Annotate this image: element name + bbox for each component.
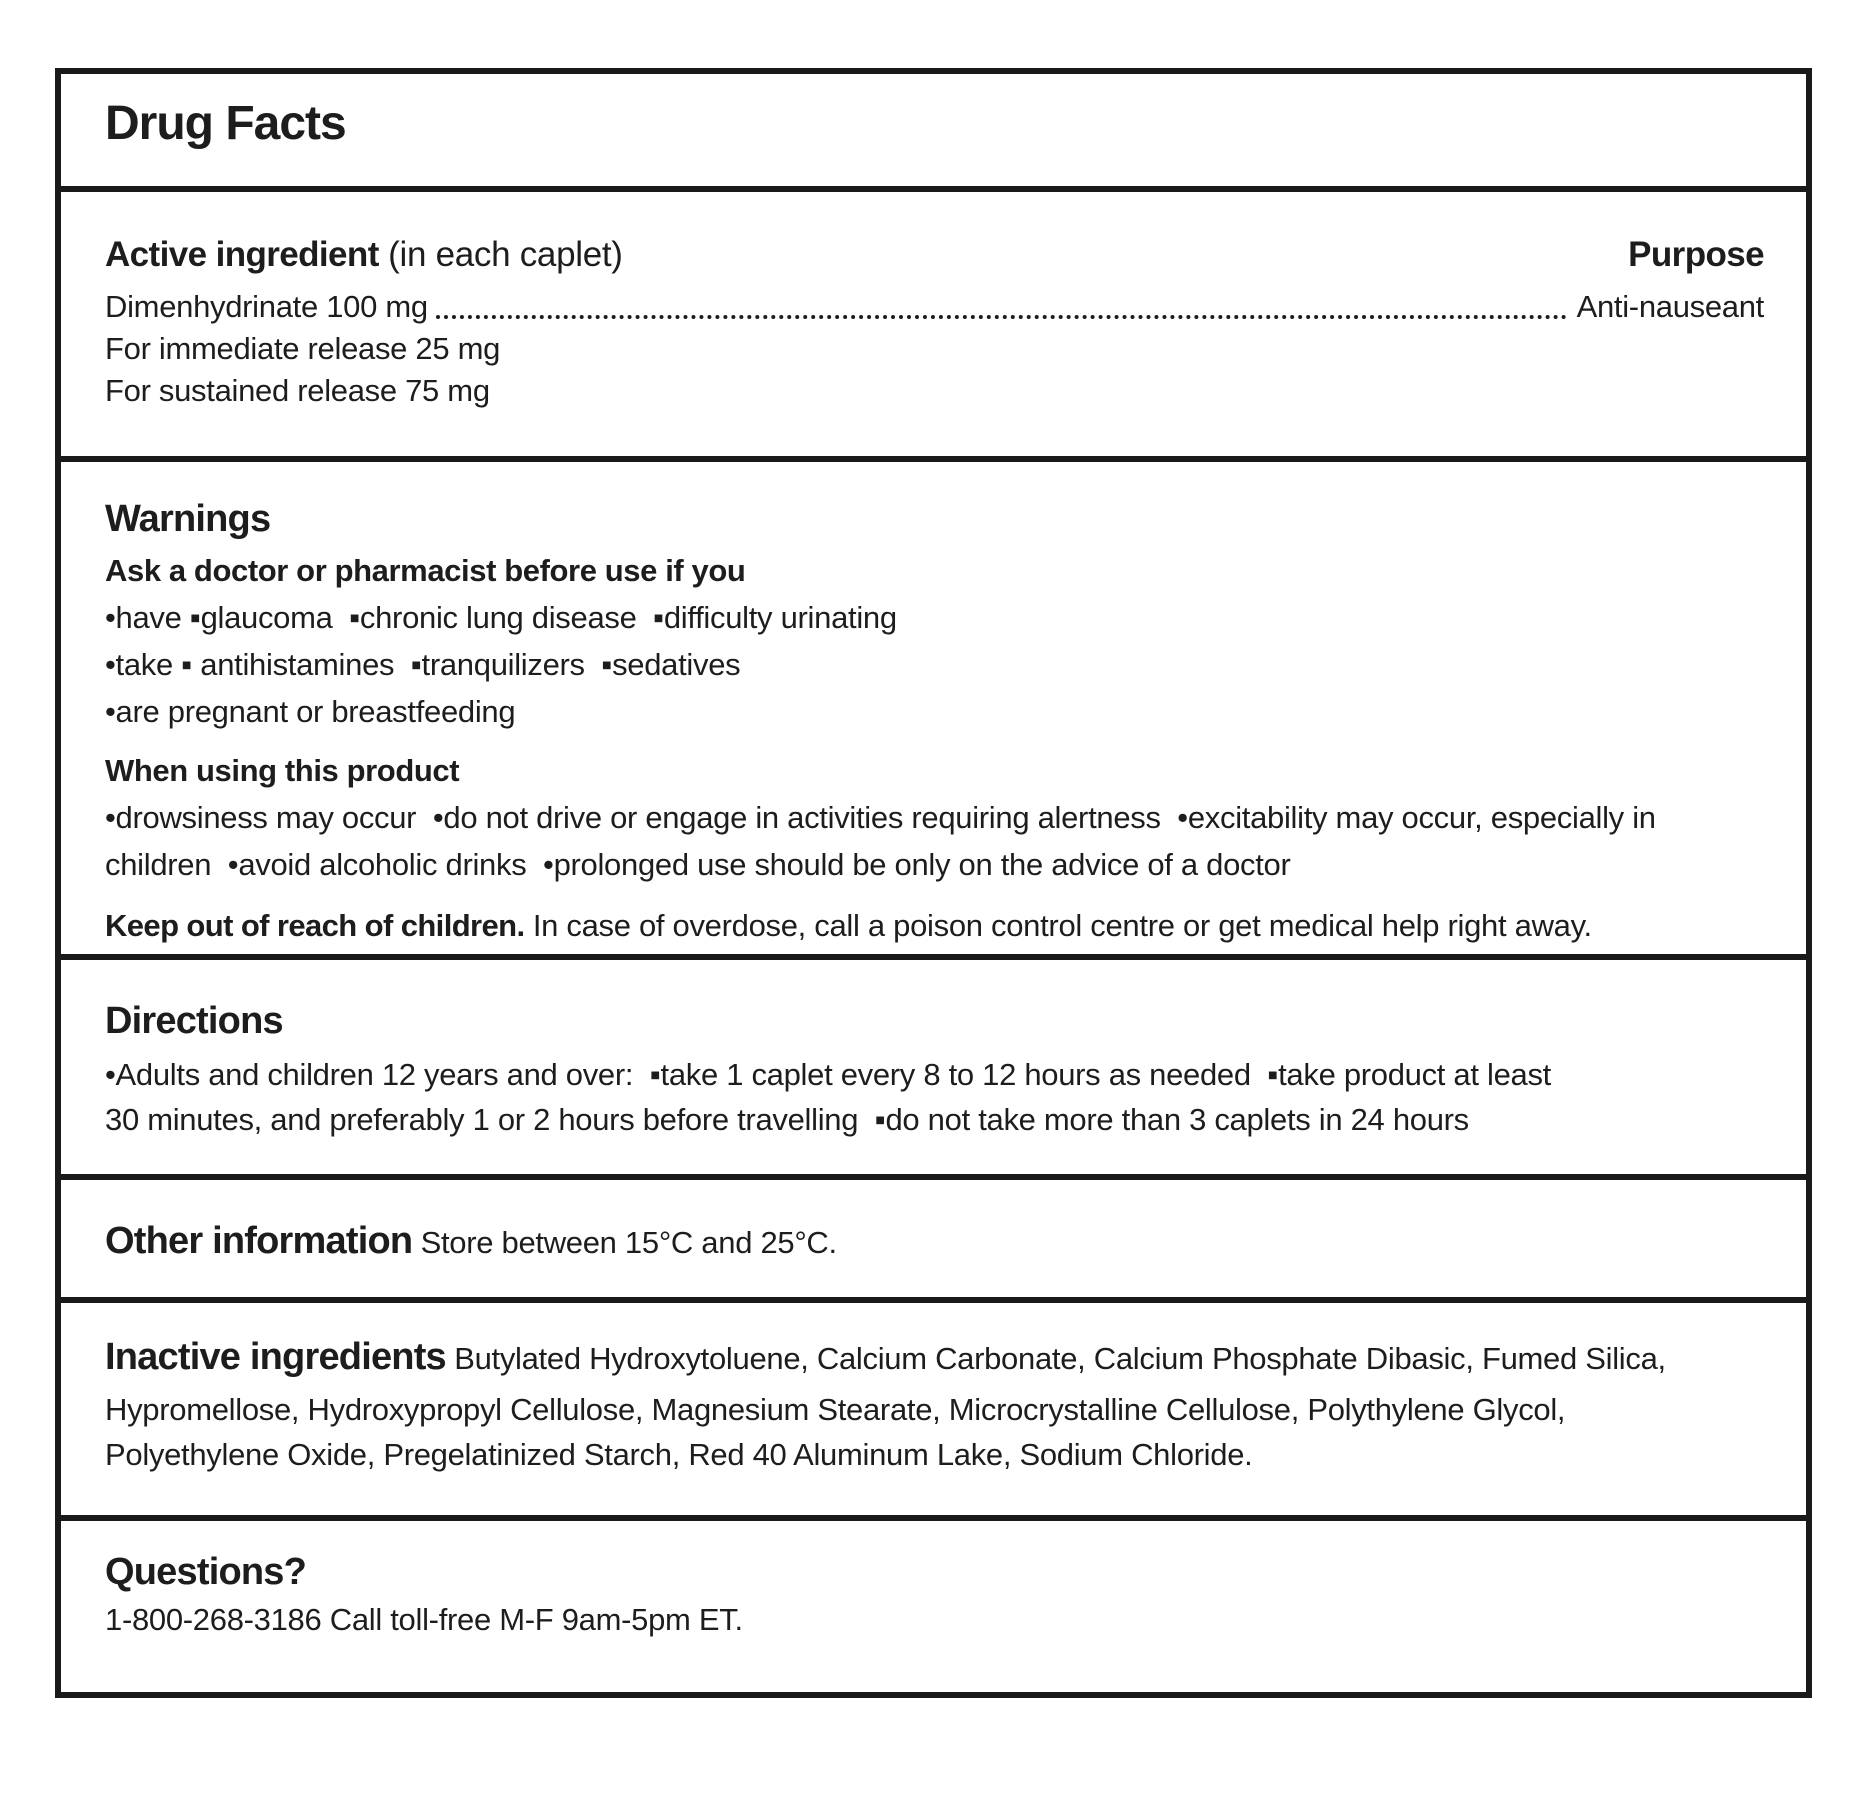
ingredient-purpose-row [105,286,1764,328]
section-directions [61,960,1806,1180]
section-warnings [61,462,1806,960]
keep-out-of-reach-line [105,903,1764,949]
questions-heading: Questions? [105,1551,307,1593]
active-ingredient-heading-note: (in each caplet) [378,235,623,274]
directions-body [105,1052,1764,1142]
directions-line-1: •Adults and children 12 years and over: ▪take 1 caplet every 8 to 12 hours as needed ▪take product at least [105,1057,1551,1092]
questions-phone-line: 1-800-268-3186 Call toll-free M-F 9am-5pm ET. [105,1602,743,1637]
section-inactive-ingredients [61,1303,1806,1521]
when-using-heading: When using this product [105,753,460,788]
when-using-line-1: •drowsiness may occur •do not drive or engage in activities requiring alertness •excitability may occur, especially in [105,800,1656,835]
immediate-release-line: For immediate release 25 mg [105,331,501,366]
warning-bullet-have: •have ▪glaucoma ▪chronic lung disease ▪difficulty urinating [105,600,897,635]
inactive-ingredients-line-1 [105,1335,1764,1387]
section-title [61,74,1806,192]
purpose-value: Anti-nauseant [1576,289,1764,324]
warning-bullet-take: •take ▪ antihistamines ▪tranquilizers ▪sedatives [105,647,741,682]
active-ingredient-heading [105,234,623,276]
dotted-leader [436,315,1567,319]
inactive-ingredients-line-2: Hypromellose, Hydroxypropyl Cellulose, Magnesium Stearate, Microcrystalline Cellulose, Polythylene Glycol, [105,1392,1566,1427]
active-ingredient-header-row [105,234,1764,276]
when-using-line-2: children •avoid alcoholic drinks •prolonged use should be only on the advice of a doctor [105,847,1291,882]
other-information-line [105,1220,1764,1263]
inactive-ingredients-text-1: Butylated Hydroxytoluene, Calcium Carbonate, Calcium Phosphate Dibasic, Fumed Silica, [445,1341,1666,1376]
sustained-release-line: For sustained release 75 mg [105,373,490,408]
inactive-ingredients-heading: Inactive ingredients [105,1336,446,1378]
warning-bullet-pregnant: •are pregnant or breastfeeding [105,694,516,729]
purpose-heading: Purpose [1628,235,1764,274]
other-information-heading: Other information [105,1220,413,1262]
keep-out-of-reach-bold: Keep out of reach of children. [105,908,525,943]
page-title: Drug Facts [105,97,346,150]
directions-heading: Directions [105,1000,283,1042]
other-information-text: Store between 15°C and 25°C. [412,1225,837,1260]
drug-facts-label [55,68,1812,1698]
active-ingredient-heading-bold: Active ingredient [105,235,379,274]
ask-doctor-heading: Ask a doctor or pharmacist before use if you [105,553,746,588]
section-active-ingredient [61,192,1806,462]
section-other-information [61,1180,1806,1303]
inactive-ingredients-line-3: Polyethylene Oxide, Pregelatinized Starch, Red 40 Aluminum Lake, Sodium Chloride. [105,1437,1253,1472]
section-questions [61,1521,1806,1692]
keep-out-of-reach-text: In case of overdose, call a poison control centre or get medical help right away. [524,908,1592,943]
warnings-heading: Warnings [105,498,271,540]
directions-line-2: 30 minutes, and preferably 1 or 2 hours before travelling ▪do not take more than 3 caplets in 24 hours [105,1102,1469,1137]
ingredient-name: Dimenhydrinate 100 mg [105,289,428,324]
